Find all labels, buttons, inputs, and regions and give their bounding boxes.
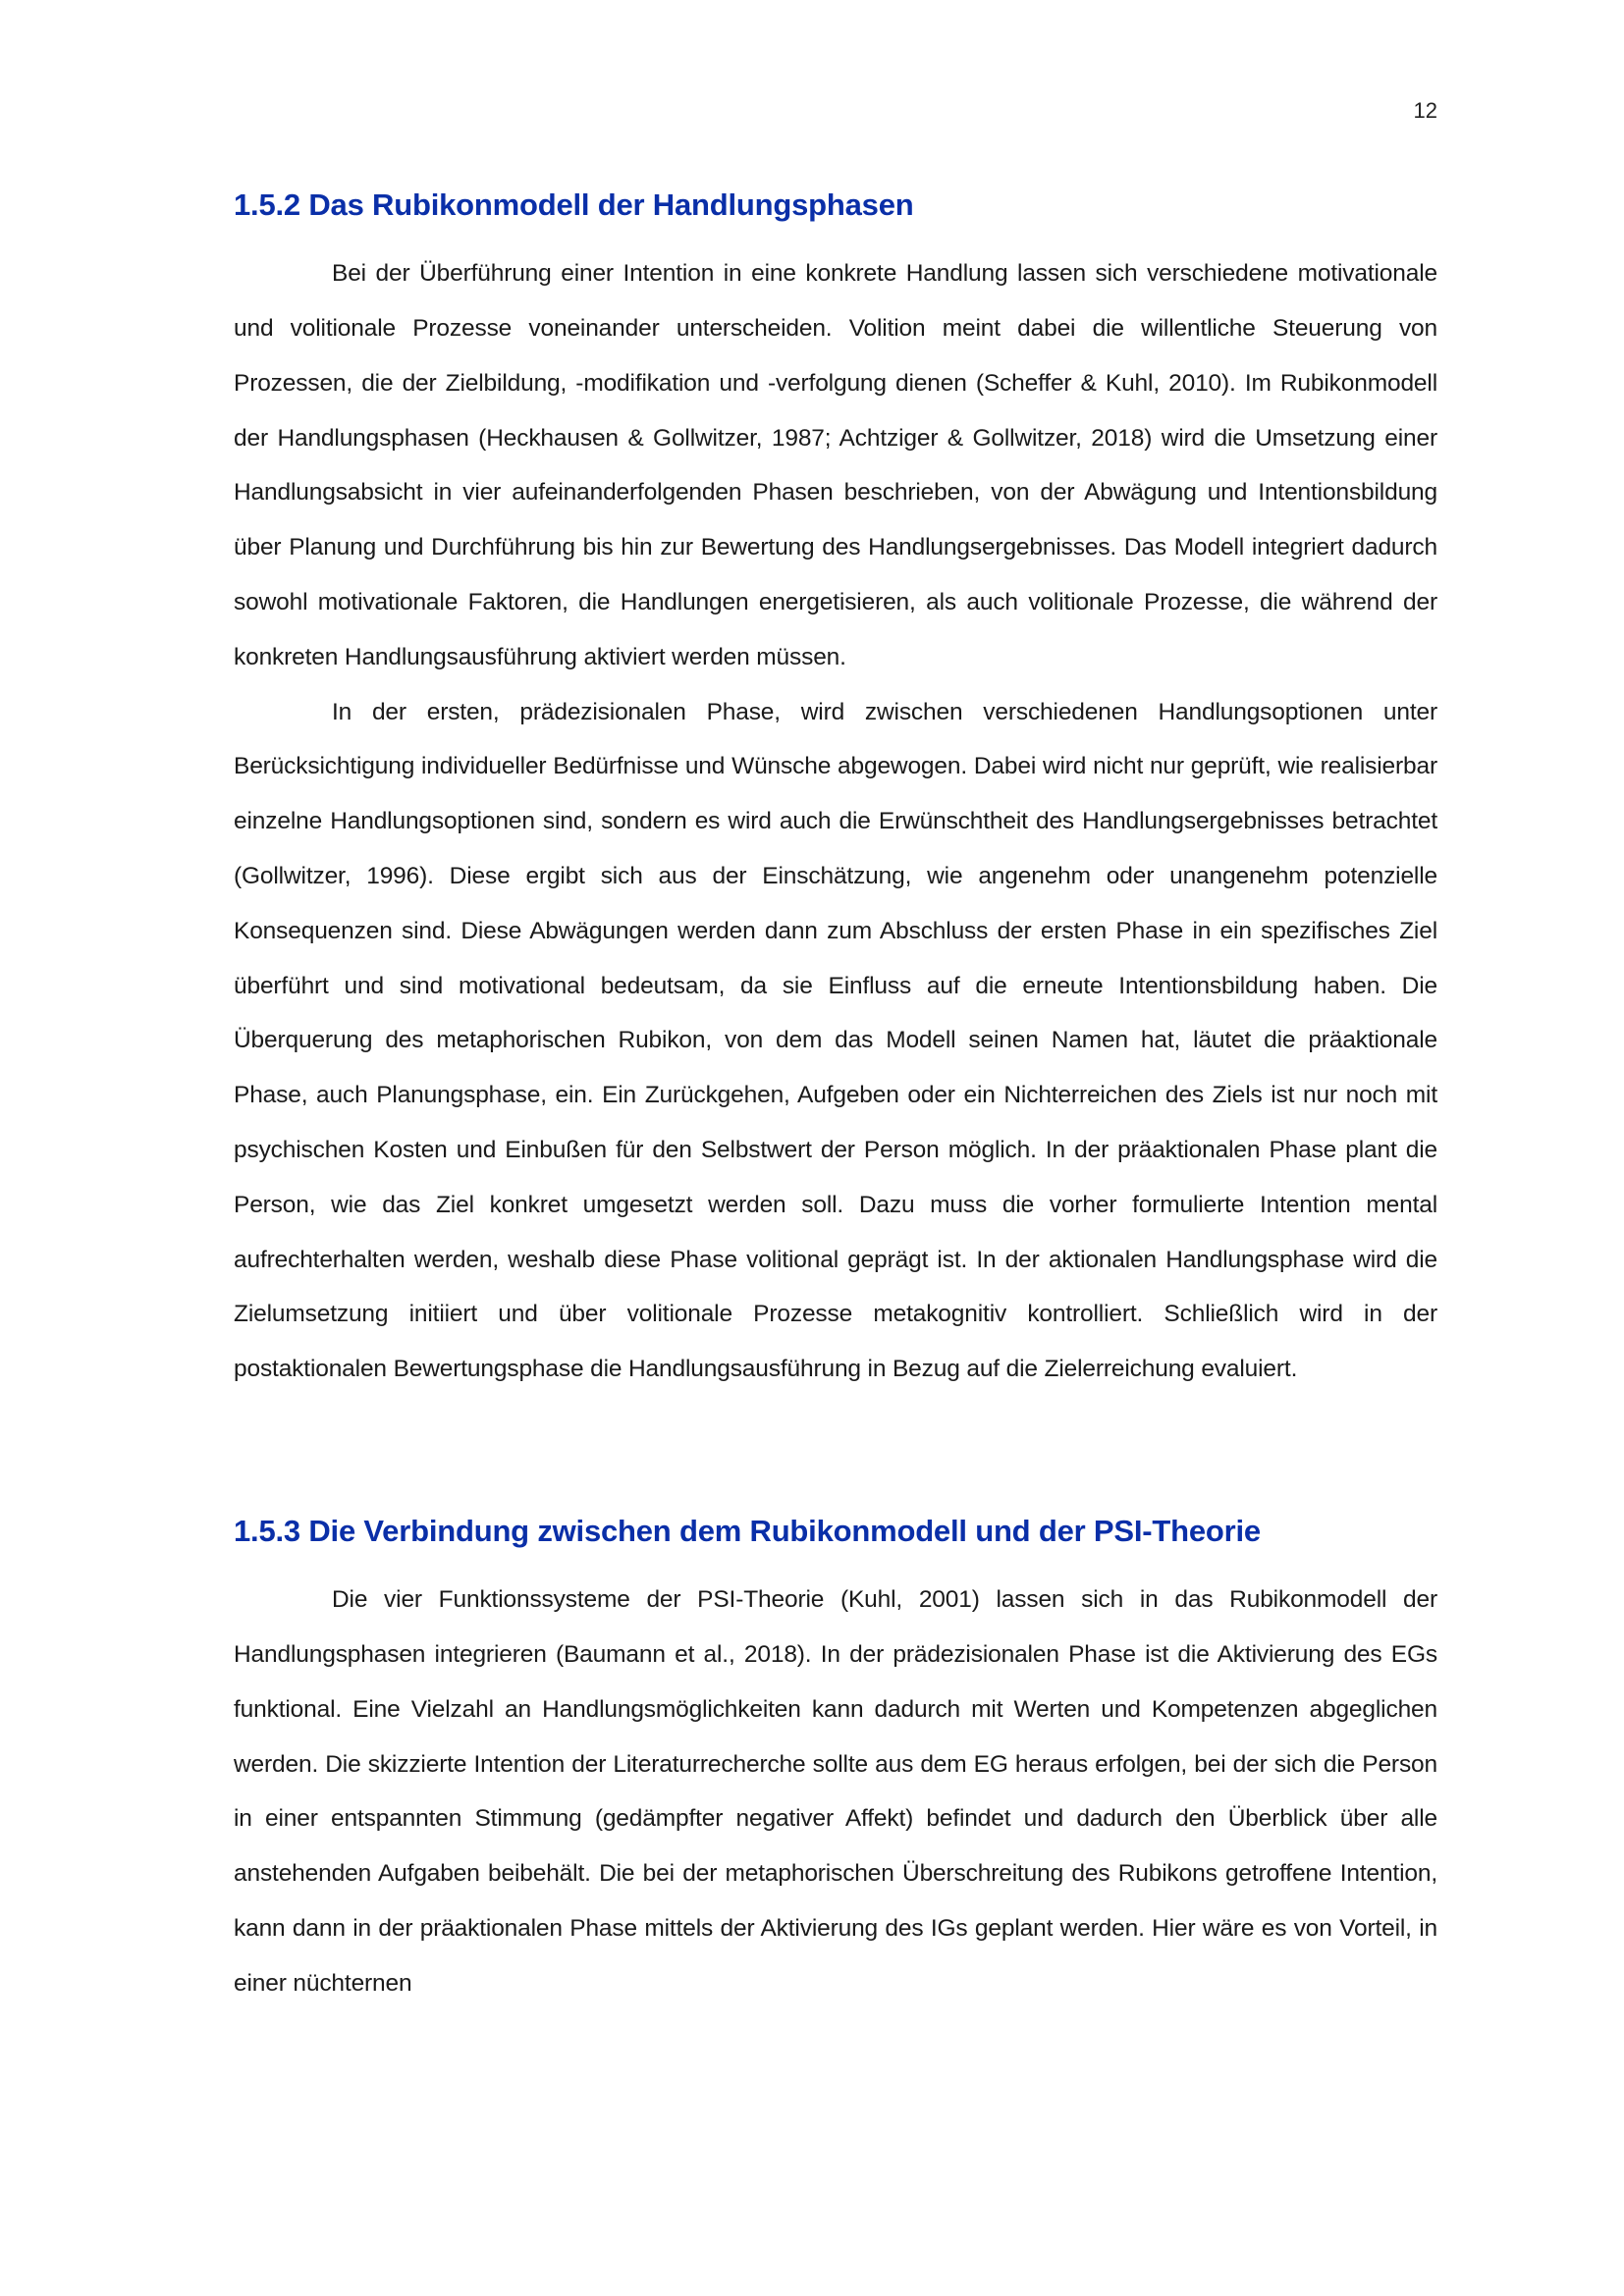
- paragraph: Bei der Überführung einer Intention in eine konkrete Handlung lassen sich verschiedene motivationale und volitionale Prozesse voneinander unterscheiden. Volition meint dabei die willentliche Steuerung von Prozessen, die der Zielbildung, -modifikation und -verfolgung dienen (Scheffer & Kuhl, 2010). Im Rubikonmodell der Handlungsphasen (Heckhausen & Gollwitzer, 1987; Achtziger & Gollwitzer, 2018) wird die Umsetzung einer Handlungsabsicht in vier aufeinanderfolgenden Phasen beschrieben, von der Abwägung und Intentionsbildung über Planung und Durchführung bis hin zur Bewertung des Handlungsergebnisses. Das Modell integriert dadurch sowohl motivationale Faktoren, die Handlungen energetisieren, als auch volitionale Prozesse, die während der konkreten Handlungsausführung aktiviert werden müssen.: [234, 260, 1437, 670]
- section-heading-verbindung: 1.5.3 Die Verbindung zwischen dem Rubikonmodell und der PSI-Theorie: [234, 1513, 1261, 1548]
- paragraph: Die vier Funktionssysteme der PSI-Theorie (Kuhl, 2001) lassen sich in das Rubikonmodell der Handlungsphasen integrieren (Baumann et al., 2018). In der prädezisionalen Phase ist die Aktivierung des EGs funktional. Eine Vielzahl an Handlungsmöglichkeiten kann dadurch mit Werten und Kompetenzen abgeglichen werden. Die skizzierte Intention der Literaturrecherche sollte aus dem EG heraus erfolgen, bei der sich die Person in einer entspannten Stimmung (gedämpfter negativer Affekt) befindet und dadurch den Überblick über alle anstehenden Aufgaben beibehält. Die bei der metaphorischen Überschreitung des Rubikons getroffene Intention, kann dann in der präaktionalen Phase mittels der Aktivierung des IGs geplant werden. Hier wäre es von Vorteil, in einer nüchternen: [234, 1586, 1437, 1997]
- paragraph: In der ersten, prädezisionalen Phase, wird zwischen verschiedenen Handlungsoptionen unter Berücksichtigung individueller Bedürfnisse und Wünsche abgewogen. Dabei wird nicht nur geprüft, wie realisierbar einzelne Handlungsoptionen sind, sondern es wird auch die Erwünschtheit des Handlungsergebnisses betrachtet (Gollwitzer, 1996). Diese ergibt sich aus der Einschätzung, wie angenehm oder unangenehm potenzielle Konsequenzen sind. Diese Abwägungen werden dann zum Abschluss der ersten Phase in ein spezifisches Ziel überführt und sind motivational bedeutsam, da sie Einfluss auf die erneute Intentionsbildung haben. Die Überquerung des metaphorischen Rubikon, von dem das Modell seinen Namen hat, läutet die präaktionale Phase, auch Planungsphase, ein. Ein Zurückgehen, Aufgeben oder ein Nichterreichen des Ziels ist nur noch mit psychischen Kosten und Einbußen für den Selbstwert der Person möglich. In der präaktionalen Phase plant die Person, wie das Ziel konkret umgesetzt werden soll. Dazu muss die vorher formulierte Intention mental aufrechterhalten werden, weshalb diese Phase volitional geprägt ist. In der aktionalen Handlungsphase wird die Zielumsetzung initiiert und über volitionale Prozesse metakognitiv kontrolliert. Schließlich wird in der postaktionalen Bewertungsphase die Handlungsausführung in Bezug auf die Zielerreichung evaluiert.: [234, 698, 1437, 1383]
- page-number: 12: [1413, 98, 1437, 123]
- document-body: [234, 187, 1437, 2010]
- section-heading-rubikonmodell: 1.5.2 Das Rubikonmodell der Handlungsphasen: [234, 187, 914, 222]
